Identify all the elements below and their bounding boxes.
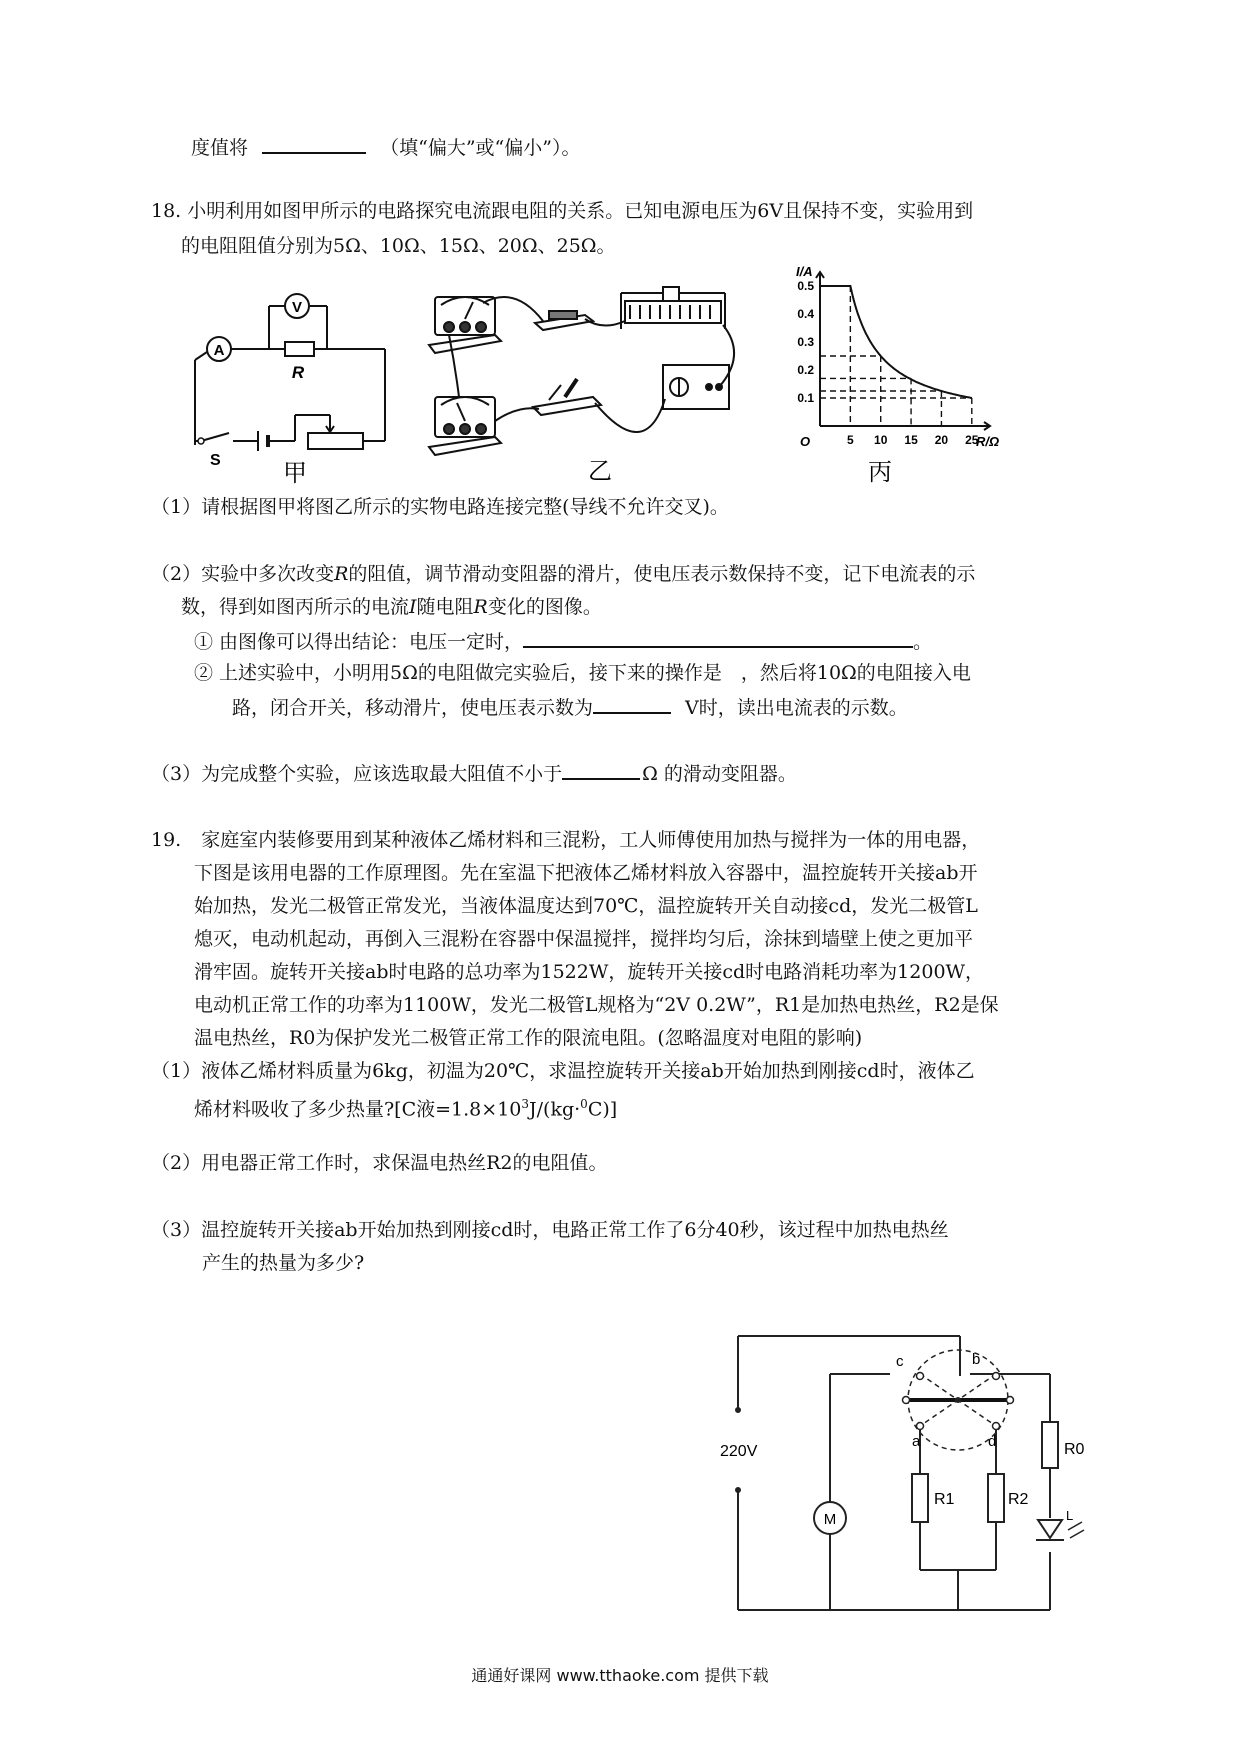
voltmeter-label: V: [291, 299, 303, 316]
bing-xtick: 20: [934, 433, 949, 447]
bing-xtick: 25: [965, 433, 979, 447]
q18-sub2-text: 路，闭合开关，移动滑片，使电压表示数为: [232, 697, 594, 719]
q18-part2-sub2-line2: [232, 694, 908, 720]
q18-part2-sub1: [194, 628, 932, 654]
bing-curve: [820, 286, 972, 398]
q19-number: 19.: [151, 829, 182, 851]
q18-intro-line2: 的电阻阻值分别为5Ω、10Ω、15Ω、20Ω、25Ω。: [181, 235, 616, 257]
q19-part3-line1: （3）温控旋转开关接ab开始加热到刚接cd时，电路正常工作了6分40秒，该过程中加热电热丝: [151, 1219, 949, 1241]
motor-label: M: [823, 1511, 837, 1528]
q19-intro-line: 始加热，发光二极管正常发光，当液体温度达到70℃，温控旋转开关自动接cd，发光二极管L: [194, 895, 978, 917]
bing-ytick: 0.2: [797, 363, 814, 377]
q18-p3-text: Ω 的滑动变阻器。: [642, 763, 797, 785]
q18-fig-jia: [185, 285, 400, 485]
q19-p1-text: J/(kg·: [529, 1098, 581, 1121]
q18-p2-var: R: [334, 563, 349, 585]
fig-jia-caption: 甲: [283, 460, 307, 485]
q18-p3-text: （3）为完成整个实验，应该选取最大阻值不小于: [151, 763, 563, 785]
q19-intro-text: 家庭室内装修要用到某种液体乙烯材料和三混粉，工人师傅使用加热与搅拌为一体的用电器，: [201, 829, 981, 851]
voltage-label: 220V: [720, 1443, 758, 1460]
q18-sub1-text: ① 由图像可以得出结论：电压一定时，: [194, 631, 524, 653]
q19-intro-line: 温电热丝，R0为保护发光二极管正常工作的限流电阻。(忽略温度对电阻的影响): [194, 1027, 863, 1049]
r2-label: R2: [1008, 1491, 1029, 1508]
q18-p2-text: （2）实验中多次改变: [151, 563, 335, 585]
bing-ytick: 0.5: [797, 279, 814, 293]
q18-p2-text: 随电阻: [416, 596, 474, 618]
q18-conclusion-blank[interactable]: [523, 628, 913, 648]
terminal-icon: [735, 1487, 741, 1493]
r0-label: R0: [1064, 1441, 1085, 1458]
contact-c-label: c: [896, 1353, 904, 1370]
q18-intro-line1: [151, 199, 973, 223]
q19-intro-line: 滑牢固。旋转开关接ab时电路的总功率为1522W，旋转开关接cd时电路消耗功率为1200W，: [194, 961, 985, 983]
contact-a-label: a: [912, 1433, 921, 1450]
bing-ylabel: I/A: [796, 264, 813, 279]
ammeter-label: A: [213, 342, 225, 359]
q19-intro-line0: [151, 828, 980, 852]
r0-resistor-icon: [1042, 1422, 1058, 1468]
q17-text-a: 度值将: [191, 137, 249, 159]
bing-xtick: 10: [874, 433, 888, 447]
bing-xlabel: R/Ω: [976, 434, 1000, 449]
contact-d-label: d: [988, 1433, 997, 1450]
bing-xtick: 15: [904, 433, 918, 447]
q19-part3-line2: 产生的热量为多少?: [202, 1252, 365, 1274]
q18-resistance-blank[interactable]: [562, 760, 640, 780]
q19-intro-line: 电动机正常工作的功率为1100W，发光二极管L规格为“2V 0.2W”，R1是加热电热丝，R2是保: [194, 994, 999, 1016]
led-icon: [1036, 1520, 1084, 1540]
q19-part1-line1: （1）液体乙烯材料质量为6kg，初温为20℃，求温控旋转开关接ab开始加热到刚接cd时，液体乙: [151, 1060, 975, 1082]
q18-part1: （1）请根据图甲将图乙所示的实物电路连接完整(导线不允许交叉)。: [151, 496, 729, 518]
switch-icon: [198, 438, 204, 444]
switch-label: S: [210, 452, 221, 469]
q19-p1-sup: 0: [580, 1097, 588, 1111]
resistor-icon: [285, 342, 314, 356]
q18-part2-line1: [151, 562, 975, 586]
page-footer: 通通好课网 www.tthaoke.com 提供下载: [471, 1666, 769, 1685]
q18-voltage-blank[interactable]: [593, 694, 671, 714]
bing-origin: O: [800, 434, 811, 449]
q18-fig-bing: [780, 262, 1010, 487]
contact-b-label: b: [972, 1351, 981, 1368]
q19-p1-text: 烯材料吸收了多少热量?[C液=1.8×10: [194, 1098, 522, 1121]
q18-p2-var: R: [473, 596, 488, 618]
q19-p1-sup: 3: [521, 1097, 530, 1111]
q18-fig-yi: [425, 275, 745, 485]
q18-part3: [151, 760, 797, 786]
q18-number: 18.: [151, 200, 182, 222]
q18-sub2-text: V时，读出电流表的示数。: [685, 697, 908, 719]
q18-p2-text: 的阻值，调节滑动变阻器的滑片，使电压表示数保持不变，记下电流表的示: [348, 563, 976, 585]
bing-ytick: 0.4: [797, 307, 814, 321]
q19-part2: （2）用电器正常工作时，求保温电热丝R2的电阻值。: [151, 1152, 608, 1174]
q18-p2-text: 数，得到如图丙所示的电流: [181, 596, 410, 618]
r2-resistor-icon: [988, 1474, 1004, 1522]
q18-part2-line2: [181, 595, 602, 619]
q18-part2-sub2-line1: ② 上述实验中，小明用5Ω的电阻做完实验后，接下来的操作是 ，然后将10Ω的电阻接入电: [194, 662, 971, 684]
q18-intro-text1: 小明利用如图甲所示的电路探究电流跟电阻的关系。已知电源电压为6V且保持不变，实验用到: [187, 200, 974, 222]
fig-bing-caption: 丙: [868, 459, 892, 486]
bing-ytick: 0.1: [797, 391, 814, 405]
q19-intro-line: 熄灭，电动机起动，再倒入三混粉在容器中保温搅拌，搅拌均匀后，涂抹到墙壁上使之更加平: [194, 928, 974, 950]
terminal-icon: [735, 1407, 741, 1413]
q19-circuit: [690, 1320, 1130, 1630]
fig-yi-caption: 乙: [588, 458, 612, 485]
q18-sub1-end: 。: [913, 631, 933, 653]
q18-p2-text: 变化的图像。: [487, 596, 602, 618]
q18-p2-var: I: [409, 596, 417, 618]
resistor-label: R: [291, 363, 305, 382]
r1-resistor-icon: [912, 1474, 928, 1522]
q19-part1-line2: [194, 1092, 617, 1121]
bing-ytick: 0.3: [797, 335, 814, 349]
q19-p1-text: C)]: [587, 1098, 618, 1121]
q17-tail-line: [191, 134, 580, 160]
q19-intro-line: 下图是该用电器的工作原理图。先在室温下把液体乙烯材料放入容器中，温控旋转开关接ab开: [194, 862, 978, 884]
switch-device-icon: [533, 397, 601, 415]
led-label: L: [1066, 1508, 1074, 1523]
q17-answer-blank[interactable]: [262, 134, 366, 154]
q17-text-b: （填“偏大”或“偏小”）。: [380, 137, 581, 159]
r1-label: R1: [934, 1491, 955, 1508]
rheostat-icon: [308, 433, 363, 449]
bing-xtick: 5: [847, 433, 854, 447]
